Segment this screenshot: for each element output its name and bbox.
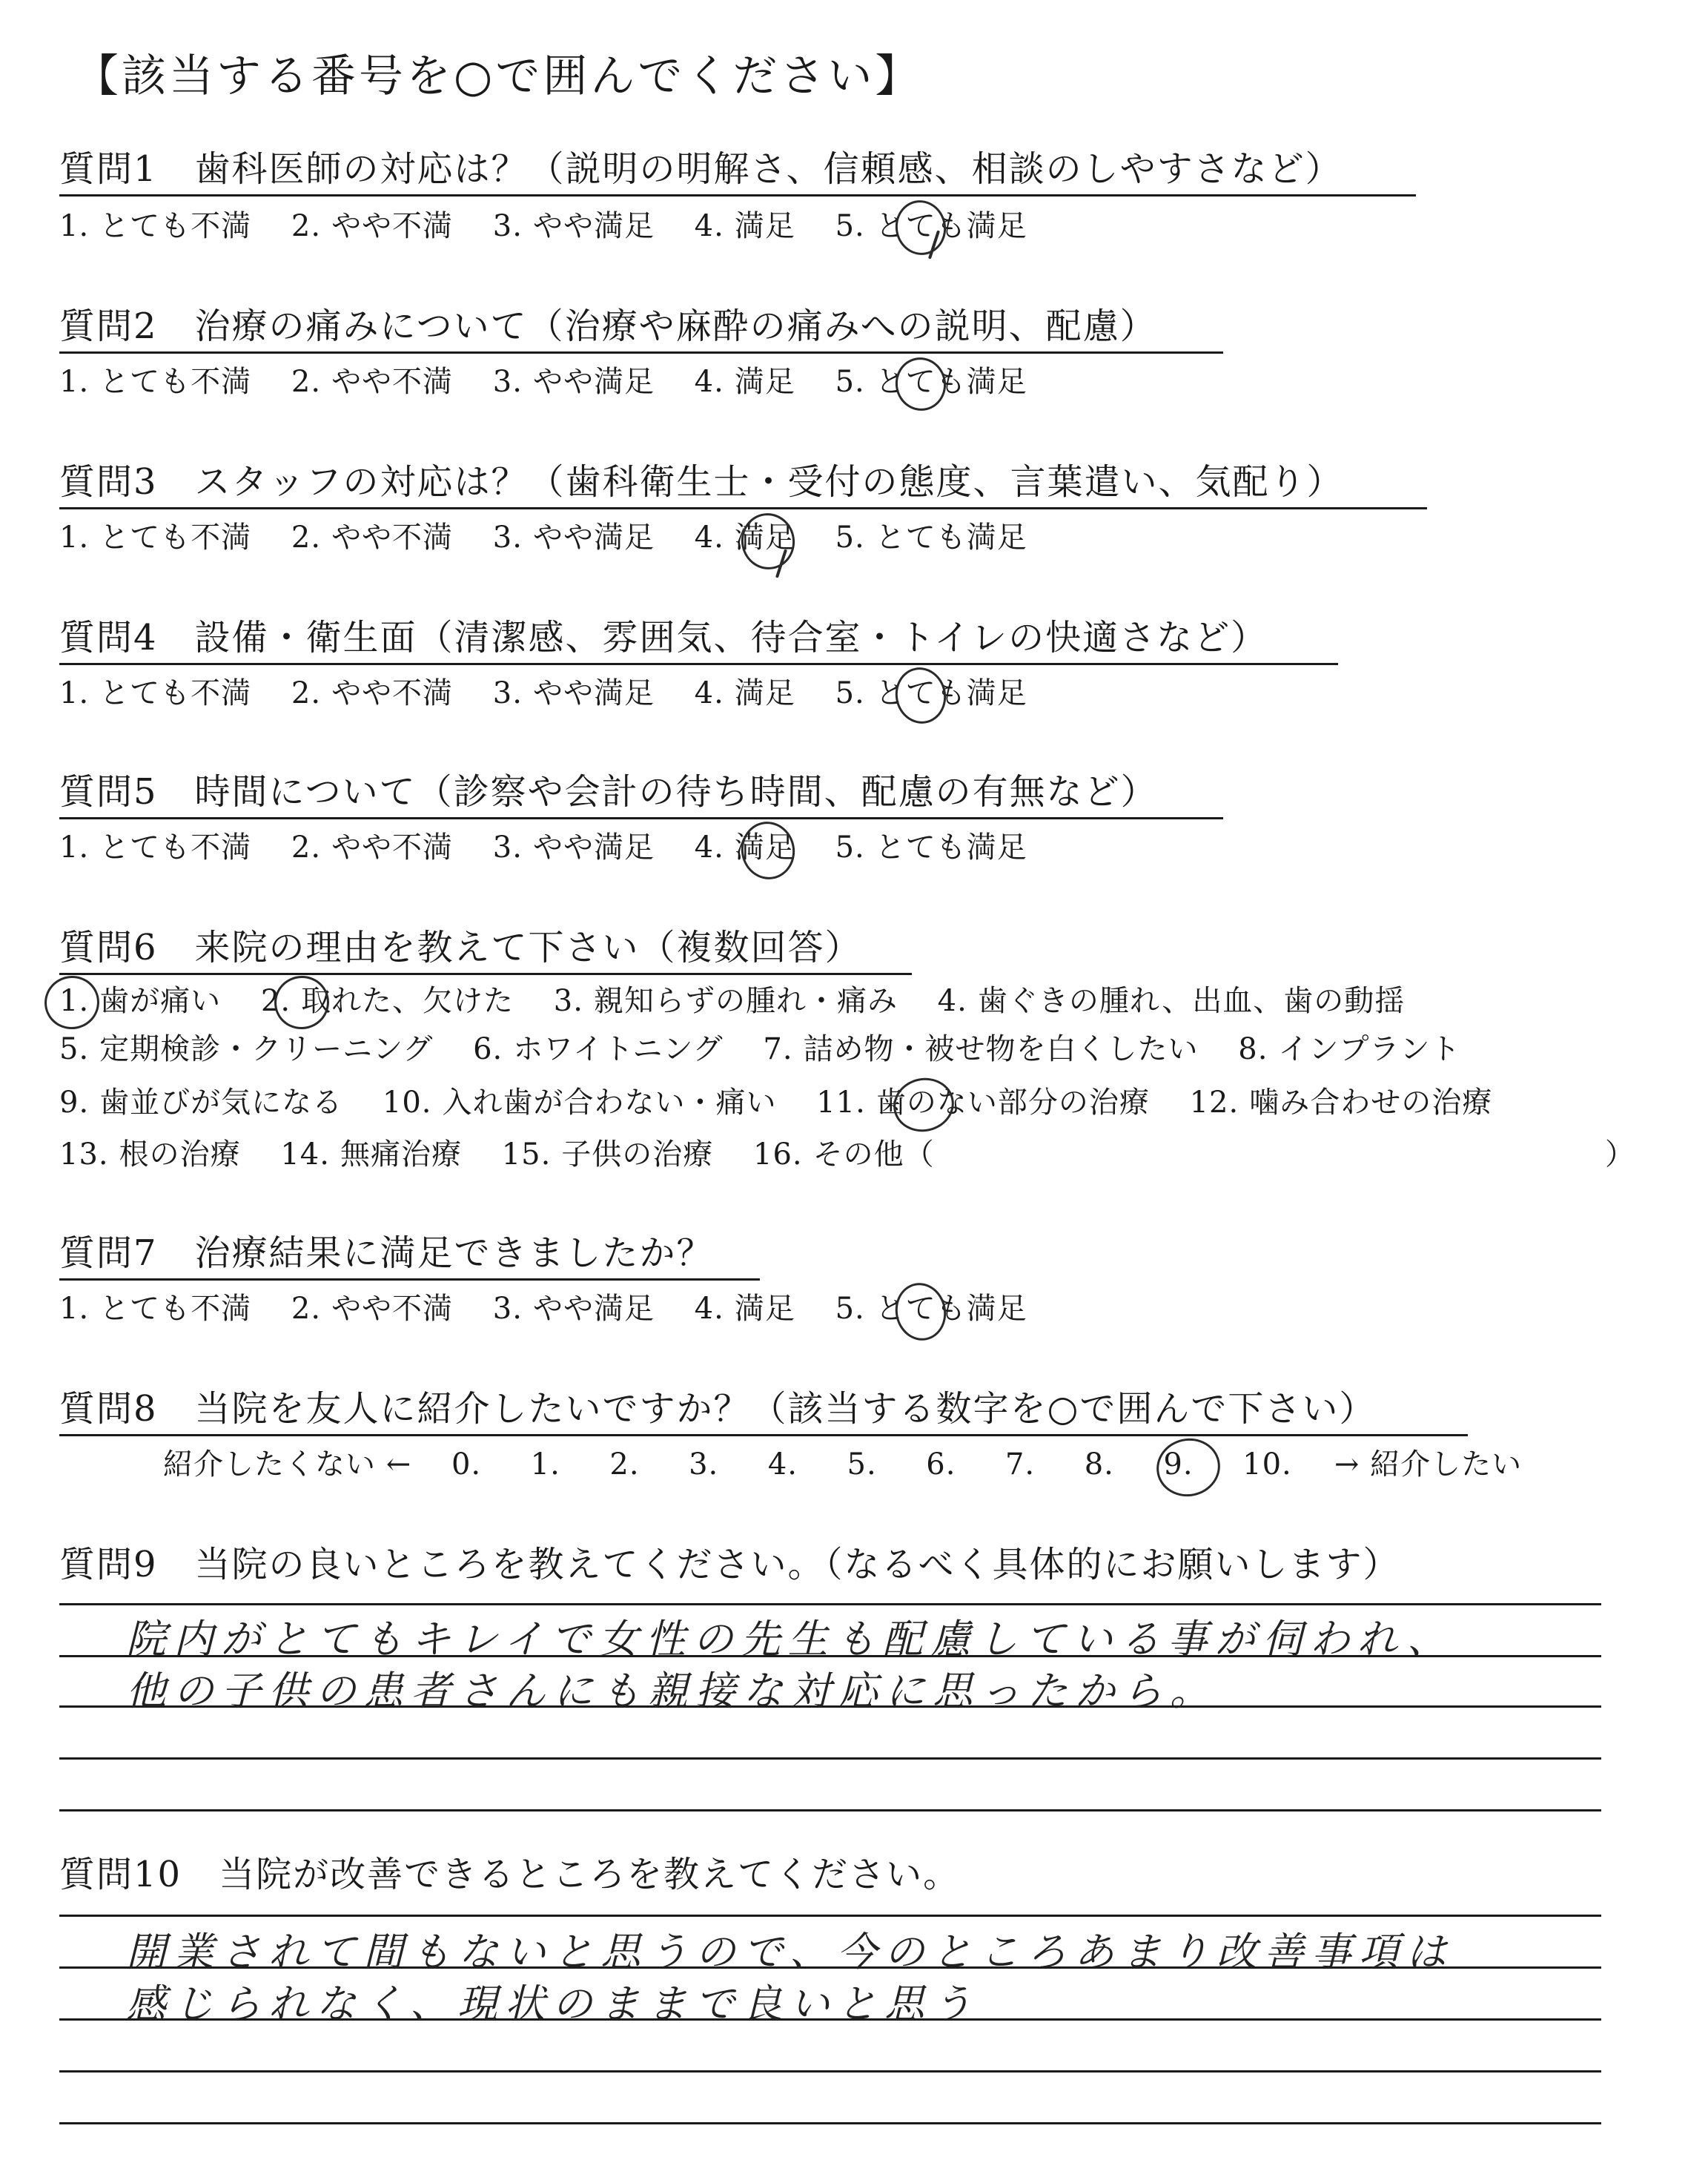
instruction-header: 【該当する番号を○で囲んでください】 [74, 50, 923, 102]
q8-scale-3[interactable]: 3. [689, 1447, 719, 1482]
q5-answer-circle [736, 816, 801, 884]
q5-option-5[interactable]: 5. とても満足 [835, 830, 1027, 865]
q5-option-1[interactable]: 1. とても不満 [59, 830, 252, 865]
q4-title: 質問4 設備・衛生面（清潔感、雰囲気、待合室・トイレの快適さなど） [59, 617, 1268, 658]
q9-answer-line-4 [59, 1757, 1601, 1760]
q10-handwritten-answer-1: 開業されて間もないと思うので、今のところあまり改善事項は [126, 1929, 1454, 1975]
q1-title: 質問1 歯科医師の対応は？（説明の明解さ、信頼感、相談のしやすさなど） [59, 148, 1343, 190]
q4-title-underline [59, 663, 1338, 665]
q8-title-underline [59, 1434, 1468, 1436]
q6-option-8[interactable]: 8. インプラント [1238, 1032, 1461, 1066]
q7-answer-circle [890, 1278, 952, 1345]
q3-option-4-selected[interactable]: 4. 満足 [694, 521, 795, 555]
q2-option-2[interactable]: 2. やや不満 [291, 365, 454, 399]
q2-option-1[interactable]: 1. とても不満 [59, 365, 252, 399]
q4-option-2[interactable]: 2. やや不満 [291, 676, 454, 710]
q8-scale-4[interactable]: 4. [767, 1447, 798, 1482]
q10-answer-line-5 [59, 2122, 1601, 2124]
q6-other-close-paren: ） [1605, 1137, 1635, 1172]
q8-scale-10-selected[interactable]: 10. [1242, 1447, 1292, 1482]
q6-option-2-selected[interactable]: 2. 取れた、欠けた [260, 984, 514, 1018]
q6-option-13[interactable]: 13. 根の治療 [59, 1137, 241, 1172]
q9-answer-line-1 [59, 1603, 1601, 1605]
q10-answer-line-4 [59, 2070, 1601, 2073]
q9-answer-line-5 [59, 1809, 1601, 1811]
q6-answer-circle-11 [888, 1072, 959, 1137]
q8-scale-6[interactable]: 6. [926, 1447, 956, 1482]
q3-title-underline [59, 507, 1427, 509]
q8-scale-1[interactable]: 1. [530, 1447, 560, 1482]
q1-option-2[interactable]: 2. やや不満 [291, 209, 454, 243]
q6-option-16[interactable]: 16. その他（ [753, 1137, 935, 1172]
q7-title-underline [59, 1278, 760, 1281]
q4-option-5-selected[interactable]: 5. とても満足 [835, 676, 1027, 710]
q5-title-underline [59, 817, 1223, 819]
q10-handwritten-answer-2: 感じられなく、現状のままで良いと思う [126, 1981, 979, 2027]
q1-option-4[interactable]: 4. 満足 [694, 209, 795, 243]
q6-option-10[interactable]: 10. 入れ歯が合わない・痛い [382, 1086, 777, 1120]
q8-scale-9[interactable]: 9. [1163, 1447, 1194, 1482]
q7-option-2[interactable]: 2. やや不満 [291, 1292, 454, 1326]
q10-answer-line-1 [59, 1915, 1601, 1917]
q5-option-2[interactable]: 2. やや不満 [291, 830, 454, 865]
q1-option-3[interactable]: 3. やや満足 [492, 209, 655, 243]
q5-options [59, 829, 1057, 866]
q9-handwritten-answer-2: 他の子供の患者さんにも親接な対応に思ったから。 [126, 1668, 1217, 1714]
q8-right-label: → 紹介したい [1334, 1447, 1523, 1482]
q1-option-1[interactable]: 1. とても不満 [59, 209, 252, 243]
q6-option-7[interactable]: 7. 詰め物・被せ物を白くしたい [763, 1032, 1199, 1066]
q2-option-4[interactable]: 4. 満足 [694, 365, 795, 399]
q3-option-3[interactable]: 3. やや満足 [492, 521, 655, 555]
q8-left-label: 紹介したくない ← [163, 1447, 412, 1482]
q1-title-underline [59, 194, 1416, 196]
q1-answer-circle [890, 196, 951, 260]
q6-option-6[interactable]: 6. ホワイトニング [473, 1032, 724, 1066]
q3-option-5[interactable]: 5. とても満足 [835, 521, 1027, 555]
q2-answer-circle [890, 353, 950, 416]
q3-title: 質問3 スタッフの対応は？（歯科衛生士・受付の態度、言葉遣い、気配り） [59, 461, 1344, 503]
q5-option-4-selected[interactable]: 4. 満足 [694, 830, 795, 865]
q6-option-11-selected[interactable]: 11. 歯のない部分の治療 [816, 1086, 1150, 1120]
q7-option-5-selected[interactable]: 5. とても満足 [835, 1292, 1027, 1326]
q3-option-1[interactable]: 1. とても不満 [59, 521, 252, 555]
q2-option-3[interactable]: 3. やや満足 [492, 365, 655, 399]
q6-option-4[interactable]: 4. 歯ぐきの腫れ、出血、歯の動揺 [937, 984, 1406, 1018]
q5-option-3[interactable]: 3. やや満足 [492, 830, 655, 865]
q9-handwritten-answer-1: 院内がとてもキレイで女性の先生も配慮している事が伺われ、 [126, 1616, 1454, 1662]
q4-option-1[interactable]: 1. とても不満 [59, 676, 252, 710]
q6-option-5[interactable]: 5. 定期検診・クリーニング [59, 1032, 434, 1066]
q6-options-row-4 [59, 1136, 964, 1173]
q8-scale [163, 1446, 1522, 1483]
q3-option-2[interactable]: 2. やや不満 [291, 521, 454, 555]
q6-option-9[interactable]: 9. 歯並びが気になる [59, 1086, 343, 1120]
q3-answer-circle [736, 508, 800, 574]
q8-title: 質問8 当院を友人に紹介したいですか？（該当する数字を○で囲んで下さい） [59, 1388, 1377, 1430]
q6-option-3[interactable]: 3. 親知らずの腫れ・痛み [553, 984, 898, 1018]
q6-option-14[interactable]: 14. 無痛治療 [280, 1137, 462, 1172]
q3-options [59, 519, 1057, 556]
q4-answer-circle [890, 663, 951, 728]
q6-options-row-3 [59, 1084, 1522, 1121]
q6-options-row-1 [59, 982, 1434, 1020]
q8-scale-5[interactable]: 5. [847, 1447, 877, 1482]
q10-title: 質問10 当院が改善できるところを教えてください。 [59, 1854, 961, 1895]
q6-option-1-selected[interactable]: 1. 歯が痛い [59, 984, 222, 1018]
q4-option-3[interactable]: 3. やや満足 [492, 676, 655, 710]
q6-option-15[interactable]: 15. 子供の治療 [501, 1137, 714, 1172]
q8-scale-0[interactable]: 0. [451, 1447, 482, 1482]
q8-scale-7[interactable]: 7. [1004, 1447, 1036, 1482]
q1-option-5-selected[interactable]: 5. とても満足 [835, 209, 1027, 243]
q8-scale-2[interactable]: 2. [609, 1447, 640, 1482]
q6-answer-circle-1 [39, 971, 104, 1034]
q8-scale-8[interactable]: 8. [1084, 1447, 1114, 1482]
q6-answer-circle-2 [269, 971, 334, 1034]
q2-title-underline [59, 351, 1223, 354]
q5-title: 質問5 時間について（診察や会計の待ち時間、配慮の有無など） [59, 771, 1158, 813]
q7-title: 質問7 治療結果に満足できましたか？ [59, 1232, 714, 1274]
q6-options-row-2 [59, 1031, 1490, 1068]
q2-option-5-selected[interactable]: 5. とても満足 [835, 365, 1027, 399]
q8-answer-circle [1151, 1433, 1225, 1502]
q7-option-1[interactable]: 1. とても不満 [59, 1292, 252, 1326]
q6-title: 質問6 来院の理由を教えて下さい（複数回答） [59, 927, 862, 968]
q7-option-3[interactable]: 3. やや満足 [492, 1292, 655, 1326]
q4-option-4[interactable]: 4. 満足 [694, 676, 795, 710]
q6-option-12[interactable]: 12. 噛み合わせの治療 [1189, 1086, 1493, 1120]
q6-title-underline [59, 973, 912, 975]
q9-title: 質問9 当院の良いところを教えてください。（なるべく具体的にお願いします） [59, 1544, 1400, 1585]
q7-option-4[interactable]: 4. 満足 [694, 1292, 795, 1326]
q2-title: 質問2 治療の痛みについて（治療や麻酔の痛みへの説明、配慮） [59, 305, 1157, 347]
